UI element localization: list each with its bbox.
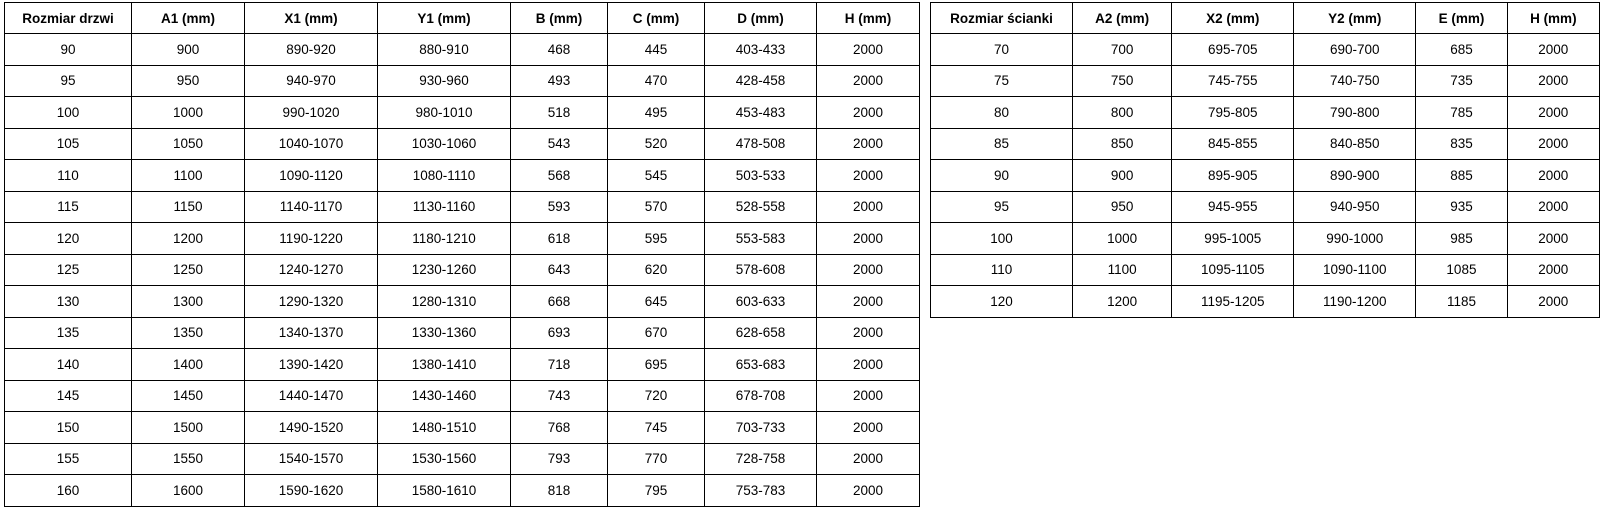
table-cell: 100	[931, 223, 1073, 255]
table-cell: 1200	[1073, 286, 1172, 318]
table-cell: 1190-1220	[245, 223, 378, 255]
table-header-row	[5, 3, 920, 34]
table-cell: 2000	[1507, 34, 1599, 66]
table-cell: 895-905	[1172, 160, 1294, 192]
table-cell: 718	[511, 349, 608, 381]
table-cell: 745	[608, 412, 705, 444]
table-cell: 1230-1260	[378, 254, 511, 286]
table-cell: 528-558	[705, 191, 817, 223]
table-cell: 90	[5, 34, 132, 66]
table-cell: 570	[608, 191, 705, 223]
table-cell: 980-1010	[378, 97, 511, 129]
table-cell: 140	[5, 349, 132, 381]
table-cell: 1140-1170	[245, 191, 378, 223]
column-header: Y1 (mm)	[378, 3, 511, 34]
table-cell: 643	[511, 254, 608, 286]
table-cell: 160	[5, 475, 132, 507]
table-cell: 1500	[132, 412, 245, 444]
column-header: C (mm)	[608, 3, 705, 34]
table-cell: 1390-1420	[245, 349, 378, 381]
table-cell: 990-1020	[245, 97, 378, 129]
table-cell: 1080-1110	[378, 160, 511, 192]
table-cell: 690-700	[1294, 34, 1416, 66]
column-header: H (mm)	[1507, 3, 1599, 34]
table-cell: 835	[1416, 128, 1507, 160]
column-header: A2 (mm)	[1073, 3, 1172, 34]
table-cell: 135	[5, 317, 132, 349]
table-cell: 685	[1416, 34, 1507, 66]
table-cell: 468	[511, 34, 608, 66]
table-cell: 120	[931, 286, 1073, 318]
table-cell: 745-755	[1172, 65, 1294, 97]
table-cell: 790-800	[1294, 97, 1416, 129]
table-cell: 735	[1416, 65, 1507, 97]
table-cell: 695	[608, 349, 705, 381]
table-cell: 553-583	[705, 223, 817, 255]
table-row	[5, 65, 920, 97]
table-row	[5, 97, 920, 129]
table-cell: 890-920	[245, 34, 378, 66]
table-cell: 750	[1073, 65, 1172, 97]
table-cell: 768	[511, 412, 608, 444]
table-row	[931, 191, 1600, 223]
table-cell: 1590-1620	[245, 475, 378, 507]
table-cell: 1040-1070	[245, 128, 378, 160]
table-cell: 2000	[817, 191, 920, 223]
table-cell: 900	[132, 34, 245, 66]
column-header: Rozmiar drzwi	[5, 3, 132, 34]
table-cell: 800	[1073, 97, 1172, 129]
table-cell: 595	[608, 223, 705, 255]
table-cell: 840-850	[1294, 128, 1416, 160]
table-row	[5, 160, 920, 192]
table-cell: 700	[1073, 34, 1172, 66]
table-cell: 115	[5, 191, 132, 223]
table-cell: 578-608	[705, 254, 817, 286]
table-cell: 2000	[1507, 160, 1599, 192]
table-row	[5, 128, 920, 160]
table-row	[931, 160, 1600, 192]
table-cell: 95	[931, 191, 1073, 223]
wall-size-table-container	[930, 2, 1600, 318]
table-cell: 2000	[817, 475, 920, 507]
table-cell: 793	[511, 443, 608, 475]
table-cell: 518	[511, 97, 608, 129]
table-cell: 2000	[1507, 254, 1599, 286]
table-cell: 100	[5, 97, 132, 129]
table-cell: 603-633	[705, 286, 817, 318]
table-cell: 2000	[817, 128, 920, 160]
table-cell: 1095-1105	[1172, 254, 1294, 286]
table-cell: 493	[511, 65, 608, 97]
table-cell: 2000	[1507, 97, 1599, 129]
table-cell: 1195-1205	[1172, 286, 1294, 318]
table-cell: 1290-1320	[245, 286, 378, 318]
table-cell: 545	[608, 160, 705, 192]
table-cell: 125	[5, 254, 132, 286]
table-cell: 2000	[817, 380, 920, 412]
table-row	[5, 412, 920, 444]
table-row	[931, 128, 1600, 160]
table-cell: 850	[1073, 128, 1172, 160]
table-cell: 1250	[132, 254, 245, 286]
table-row	[931, 65, 1600, 97]
table-cell: 1150	[132, 191, 245, 223]
table-cell: 2000	[817, 443, 920, 475]
table-cell: 1000	[132, 97, 245, 129]
table-cell: 453-483	[705, 97, 817, 129]
table-cell: 1330-1360	[378, 317, 511, 349]
table-cell: 155	[5, 443, 132, 475]
table-cell: 2000	[817, 160, 920, 192]
table-cell: 1490-1520	[245, 412, 378, 444]
table-cell: 2000	[817, 34, 920, 66]
table-cell: 478-508	[705, 128, 817, 160]
table-row	[5, 286, 920, 318]
column-header: Y2 (mm)	[1294, 3, 1416, 34]
column-header: Rozmiar ścianki	[931, 3, 1073, 34]
table-cell: 593	[511, 191, 608, 223]
table-cell: 80	[931, 97, 1073, 129]
table-row	[5, 475, 920, 507]
table-cell: 1430-1460	[378, 380, 511, 412]
table-cell: 818	[511, 475, 608, 507]
table-cell: 1185	[1416, 286, 1507, 318]
table-cell: 150	[5, 412, 132, 444]
table-cell: 1050	[132, 128, 245, 160]
table-cell: 2000	[817, 317, 920, 349]
table-cell: 930-960	[378, 65, 511, 97]
table-cell: 985	[1416, 223, 1507, 255]
table-cell: 2000	[817, 254, 920, 286]
table-cell: 1480-1510	[378, 412, 511, 444]
table-cell: 1090-1100	[1294, 254, 1416, 286]
table-cell: 70	[931, 34, 1073, 66]
table-cell: 75	[931, 65, 1073, 97]
table-header-row	[931, 3, 1600, 34]
table-cell: 2000	[1507, 128, 1599, 160]
table-cell: 95	[5, 65, 132, 97]
table-cell: 1350	[132, 317, 245, 349]
table-cell: 945-955	[1172, 191, 1294, 223]
table-cell: 445	[608, 34, 705, 66]
column-header: E (mm)	[1416, 3, 1507, 34]
table-cell: 1030-1060	[378, 128, 511, 160]
column-header: B (mm)	[511, 3, 608, 34]
table-cell: 568	[511, 160, 608, 192]
table-cell: 1100	[1073, 254, 1172, 286]
table-cell: 693	[511, 317, 608, 349]
table-cell: 653-683	[705, 349, 817, 381]
table-cell: 668	[511, 286, 608, 318]
table-cell: 618	[511, 223, 608, 255]
table-cell: 2000	[817, 65, 920, 97]
table-row	[5, 443, 920, 475]
table-cell: 678-708	[705, 380, 817, 412]
wall-size-table	[930, 2, 1600, 318]
table-cell: 2000	[817, 349, 920, 381]
table-cell: 1550	[132, 443, 245, 475]
column-header: D (mm)	[705, 3, 817, 34]
table-cell: 503-533	[705, 160, 817, 192]
table-row	[5, 191, 920, 223]
table-cell: 1400	[132, 349, 245, 381]
table-cell: 1090-1120	[245, 160, 378, 192]
table-cell: 740-750	[1294, 65, 1416, 97]
table-cell: 1380-1410	[378, 349, 511, 381]
table-cell: 670	[608, 317, 705, 349]
table-cell: 1100	[132, 160, 245, 192]
table-cell: 145	[5, 380, 132, 412]
table-cell: 90	[931, 160, 1073, 192]
table-cell: 110	[931, 254, 1073, 286]
table-cell: 950	[132, 65, 245, 97]
table-cell: 2000	[817, 223, 920, 255]
column-header: X2 (mm)	[1172, 3, 1294, 34]
table-cell: 1200	[132, 223, 245, 255]
table-cell: 1240-1270	[245, 254, 378, 286]
table-cell: 1530-1560	[378, 443, 511, 475]
table-cell: 1450	[132, 380, 245, 412]
table-row	[931, 34, 1600, 66]
table-cell: 880-910	[378, 34, 511, 66]
table-row	[931, 223, 1600, 255]
table-cell: 1580-1610	[378, 475, 511, 507]
table-row	[5, 349, 920, 381]
column-header: H (mm)	[817, 3, 920, 34]
column-header: X1 (mm)	[245, 3, 378, 34]
table-row	[931, 97, 1600, 129]
door-size-table-container	[4, 2, 920, 507]
table-cell: 120	[5, 223, 132, 255]
column-header: A1 (mm)	[132, 3, 245, 34]
table-cell: 2000	[1507, 65, 1599, 97]
table-cell: 130	[5, 286, 132, 318]
table-cell: 1540-1570	[245, 443, 378, 475]
table-cell: 743	[511, 380, 608, 412]
table-cell: 628-658	[705, 317, 817, 349]
table-cell: 940-970	[245, 65, 378, 97]
table-row	[5, 380, 920, 412]
table-cell: 2000	[1507, 286, 1599, 318]
table-cell: 2000	[817, 286, 920, 318]
table-cell: 935	[1416, 191, 1507, 223]
table-cell: 1000	[1073, 223, 1172, 255]
table-row	[5, 254, 920, 286]
table-row	[5, 317, 920, 349]
table-cell: 2000	[817, 412, 920, 444]
table-cell: 950	[1073, 191, 1172, 223]
door-size-table	[4, 2, 920, 507]
table-row	[5, 34, 920, 66]
table-cell: 1600	[132, 475, 245, 507]
table-cell: 620	[608, 254, 705, 286]
table-cell: 105	[5, 128, 132, 160]
table-cell: 1300	[132, 286, 245, 318]
table-row	[931, 254, 1600, 286]
table-cell: 1340-1370	[245, 317, 378, 349]
table-cell: 990-1000	[1294, 223, 1416, 255]
table-cell: 428-458	[705, 65, 817, 97]
table-cell: 1190-1200	[1294, 286, 1416, 318]
table-cell: 845-855	[1172, 128, 1294, 160]
table-cell: 2000	[1507, 191, 1599, 223]
table-cell: 1180-1210	[378, 223, 511, 255]
table-cell: 1130-1160	[378, 191, 511, 223]
table-cell: 703-733	[705, 412, 817, 444]
table-cell: 403-433	[705, 34, 817, 66]
table-cell: 728-758	[705, 443, 817, 475]
table-cell: 495	[608, 97, 705, 129]
table-cell: 2000	[1507, 223, 1599, 255]
table-cell: 753-783	[705, 475, 817, 507]
table-cell: 470	[608, 65, 705, 97]
table-cell: 1440-1470	[245, 380, 378, 412]
table-cell: 85	[931, 128, 1073, 160]
table-cell: 520	[608, 128, 705, 160]
table-cell: 885	[1416, 160, 1507, 192]
table-cell: 2000	[817, 97, 920, 129]
table-row	[5, 223, 920, 255]
table-cell: 995-1005	[1172, 223, 1294, 255]
table-cell: 720	[608, 380, 705, 412]
table-row	[931, 286, 1600, 318]
table-cell: 1280-1310	[378, 286, 511, 318]
table-cell: 110	[5, 160, 132, 192]
table-cell: 770	[608, 443, 705, 475]
table-cell: 795-805	[1172, 97, 1294, 129]
table-cell: 890-900	[1294, 160, 1416, 192]
table-cell: 795	[608, 475, 705, 507]
table-cell: 940-950	[1294, 191, 1416, 223]
table-cell: 900	[1073, 160, 1172, 192]
table-cell: 543	[511, 128, 608, 160]
table-cell: 645	[608, 286, 705, 318]
table-cell: 695-705	[1172, 34, 1294, 66]
table-cell: 1085	[1416, 254, 1507, 286]
table-cell: 785	[1416, 97, 1507, 129]
